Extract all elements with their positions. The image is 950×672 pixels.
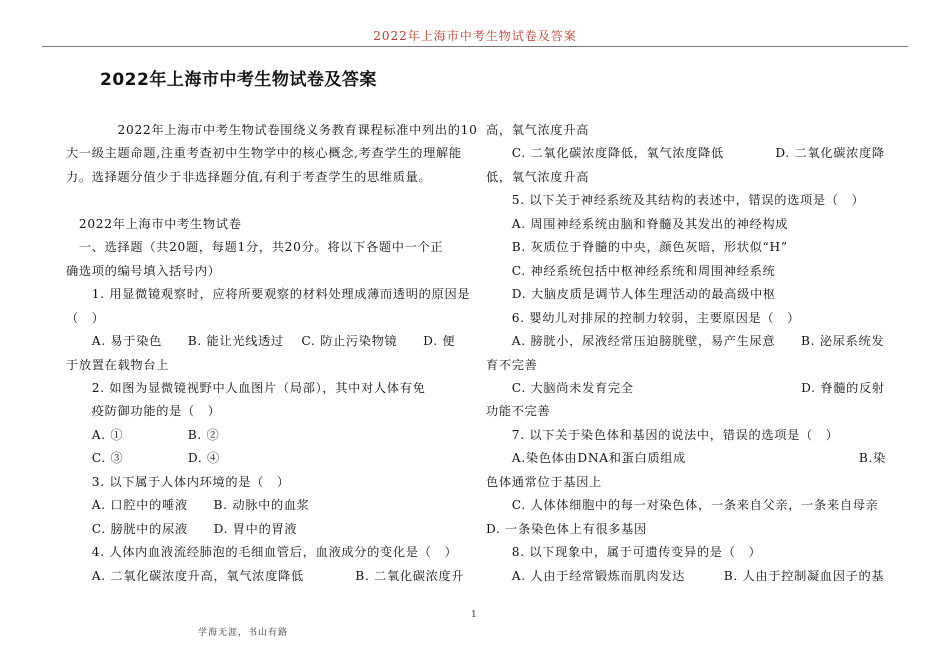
running-header: 2022年上海市中考生物试卷及答案 — [373, 29, 577, 43]
right-line — [486, 285, 776, 302]
line-text: 色体通常位于基因上 — [486, 474, 602, 489]
left-line — [66, 543, 457, 560]
line-text: C. 二氧化碳浓度降低，氧气浓度降低 D. 二氧化碳浓度降 — [486, 146, 885, 161]
line-text: 疫防御功能的是（ ） — [66, 404, 221, 419]
right-line — [486, 473, 602, 490]
right-line — [486, 543, 761, 560]
right-line — [486, 449, 886, 466]
left-line — [66, 285, 470, 302]
right-line — [486, 262, 775, 279]
left-line — [66, 379, 425, 396]
left-line — [66, 402, 221, 419]
left-column — [66, 121, 478, 591]
left-line — [66, 309, 105, 326]
right-line — [486, 496, 878, 513]
left-line — [66, 262, 221, 279]
right-line — [486, 238, 788, 255]
right-line — [486, 426, 839, 443]
right-line — [486, 191, 864, 208]
line-text: C. 膀胱中的尿液 D. 胃中的胃液 — [66, 521, 298, 536]
line-text: 功能不完善 — [486, 404, 551, 419]
line-text: 2. 如图为显微镜视野中人血图片（局部），其中对人体有免 — [66, 380, 426, 395]
line-text: 一、选择题（共20题，每题1分，共20分。将以下各题中一个正 — [66, 240, 444, 255]
line-text: 2022年上海市中考生物试卷 — [66, 216, 242, 231]
line-text: B. 灰质位于脊髓的中央，颜色灰暗，形状似“H” — [486, 240, 788, 255]
right-line — [486, 121, 589, 138]
line-tail-text: B.染 — [858, 451, 886, 466]
line-text: 确选项的编号填入括号内） — [66, 263, 221, 278]
line-text: D. 大脑皮质是调节人体生理活动的最高级中枢 — [486, 287, 776, 302]
line-text: C. 神经系统包括中枢神经系统和周围神经系统 — [486, 263, 776, 278]
line-text: 2022年上海市中考生物试卷围绕义务教育课程标准中列出的10 — [66, 123, 478, 137]
line-text: 5. 以下关于神经系统及其结构的表述中，错误的选项是（ ） — [486, 193, 865, 208]
line-text: A. 易于染色 B. 能让光线透过 C. 防止污染物镜 D. 便 — [66, 334, 456, 349]
left-line — [66, 144, 462, 161]
right-line — [486, 567, 884, 584]
left-line — [66, 567, 464, 584]
line-text: （ ） — [66, 310, 105, 325]
right-line — [486, 144, 885, 161]
page-footer: 学海无涯，书山有路 — [198, 628, 289, 638]
line-text: 1. 用显微镜观察时，应将所要观察的材料处理成薄而透明的原因是 — [66, 287, 471, 302]
line-text: 大一级主题命题,注重考查初中生物学中的核心概念,考查学生的理解能 — [66, 146, 462, 161]
line-text: C. ③ D. ④ — [66, 451, 220, 466]
left-line — [66, 426, 219, 443]
left-line — [66, 121, 478, 138]
line-text: 于放置在载物台上 — [66, 357, 170, 372]
page-number: 1 — [471, 610, 477, 620]
header-rule — [42, 46, 908, 47]
right-column — [486, 121, 886, 591]
right-line — [486, 402, 550, 419]
line-text: 6. 婴幼儿对排尿的控制力较弱，主要原因是（ ） — [486, 310, 801, 325]
left-line — [66, 238, 443, 255]
right-line — [486, 309, 800, 326]
line-text: A. 口腔中的唾液 B. 动脉中的血浆 — [66, 498, 310, 513]
right-line — [486, 168, 589, 185]
line-text: 3. 以下属于人体内环境的是（ ） — [66, 474, 290, 489]
line-text: C. 人体体细胞中的每一对染色体，一条来自父亲，一条来自母亲 — [486, 498, 879, 513]
left-line — [66, 356, 169, 373]
line-text: 8. 以下现象中，属于可遗传变异的是（ ） — [486, 545, 762, 560]
left-line — [66, 215, 242, 232]
line-text: A.染色体由DNA和蛋白质组成 — [486, 451, 687, 466]
right-line — [486, 520, 647, 537]
line-text: 低，氧气浓度升高 — [486, 169, 590, 184]
line-text: 7. 以下关于染色体和基因的说法中，错误的选项是（ ） — [486, 427, 839, 442]
left-line — [66, 332, 455, 349]
left-line — [66, 520, 297, 537]
line-text: A. 人由于经常锻炼而肌肉发达 B. 人由于控制凝血因子的基 — [486, 568, 885, 583]
line-text: A. 膀胱小，尿液经常压迫膀胱壁，易产生尿意 B. 泌尿系统发 — [486, 334, 885, 349]
left-line — [66, 496, 310, 513]
left-line — [66, 449, 220, 466]
line-text: A. ① B. ② — [66, 427, 220, 442]
right-line — [486, 379, 885, 396]
line-text: A. 周围神经系统由脑和脊髓及其发出的神经构成 — [486, 216, 789, 231]
line-text: D. 一条染色体上有很多基因 — [486, 521, 647, 536]
left-line — [66, 473, 290, 490]
line-text: C. 大脑尚未发育完全 D. 脊髓的反射 — [486, 380, 885, 395]
line-text: 力。选择题分值少于非选择题分值,有利于考查学生的思维质量。 — [66, 169, 432, 184]
right-line — [486, 356, 538, 373]
right-line — [486, 215, 788, 232]
right-line — [486, 332, 884, 349]
line-text: 高，氧气浓度升高 — [486, 123, 590, 137]
left-line — [66, 168, 431, 185]
line-text: 4. 人体内血液流经肺泡的毛细血管后，血液成分的变化是（ ） — [66, 545, 458, 560]
line-text: A. 二氧化碳浓度升高，氧气浓度降低 B. 二氧化碳浓度升 — [66, 568, 465, 583]
page-title: 2022年上海市中考生物试卷及答案 — [100, 70, 377, 90]
line-text: 育不完善 — [486, 357, 538, 372]
